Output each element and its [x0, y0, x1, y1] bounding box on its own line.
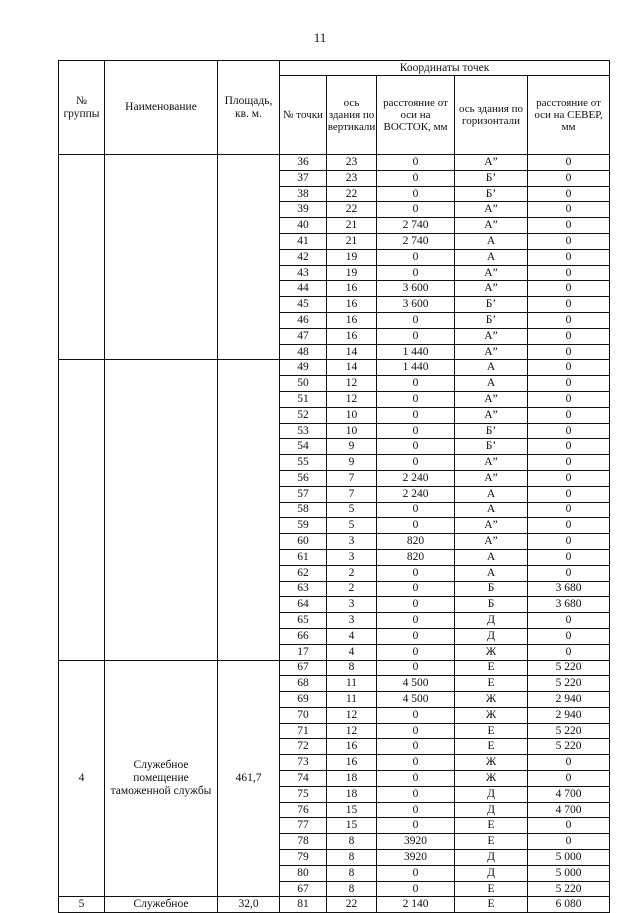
north-distance-cell: 0	[528, 455, 610, 471]
point-no-cell: 49	[280, 360, 327, 376]
east-distance-cell: 0	[377, 881, 455, 897]
group-number-cell: 4	[59, 660, 105, 897]
east-distance-cell: 0	[377, 644, 455, 660]
east-distance-cell: 0	[377, 439, 455, 455]
vertical-axis-cell: 21	[327, 233, 377, 249]
vertical-axis-cell: 16	[327, 755, 377, 771]
east-distance-cell: 0	[377, 786, 455, 802]
vertical-axis-cell: 7	[327, 486, 377, 502]
vertical-axis-cell: 22	[327, 202, 377, 218]
point-no-cell: 57	[280, 486, 327, 502]
horizontal-axis-cell: Е	[455, 660, 528, 676]
north-distance-cell: 0	[528, 423, 610, 439]
north-distance-cell: 0	[528, 502, 610, 518]
vertical-axis-cell: 23	[327, 155, 377, 171]
point-no-cell: 61	[280, 549, 327, 565]
horizontal-axis-cell: Д	[455, 613, 528, 629]
horizontal-axis-cell: А”	[455, 155, 528, 171]
horizontal-axis-cell: Д	[455, 628, 528, 644]
north-distance-cell: 0	[528, 628, 610, 644]
north-distance-cell: 5 000	[528, 850, 610, 866]
vertical-axis-cell: 11	[327, 692, 377, 708]
vertical-axis-cell: 9	[327, 439, 377, 455]
point-no-cell: 46	[280, 312, 327, 328]
north-distance-cell: 0	[528, 360, 610, 376]
header-horizontal-axis: ось здания по горизонтали	[455, 76, 528, 155]
east-distance-cell: 0	[377, 755, 455, 771]
east-distance-cell: 2 740	[377, 233, 455, 249]
east-distance-cell: 3 600	[377, 297, 455, 313]
vertical-axis-cell: 7	[327, 470, 377, 486]
east-distance-cell: 0	[377, 865, 455, 881]
point-no-cell: 74	[280, 771, 327, 787]
vertical-axis-cell: 15	[327, 818, 377, 834]
horizontal-axis-cell: А”	[455, 455, 528, 471]
east-distance-cell: 3 600	[377, 281, 455, 297]
north-distance-cell: 3 680	[528, 581, 610, 597]
point-no-cell: 59	[280, 518, 327, 534]
horizontal-axis-cell: А	[455, 233, 528, 249]
horizontal-axis-cell: А	[455, 360, 528, 376]
east-distance-cell: 0	[377, 723, 455, 739]
east-distance-cell: 0	[377, 802, 455, 818]
north-distance-cell: 0	[528, 312, 610, 328]
horizontal-axis-cell: Б’	[455, 186, 528, 202]
north-distance-cell: 0	[528, 249, 610, 265]
point-no-cell: 64	[280, 597, 327, 613]
header-vertical-axis: ось здания по вертикали	[327, 76, 377, 155]
horizontal-axis-cell: Д	[455, 786, 528, 802]
east-distance-cell: 820	[377, 534, 455, 550]
point-no-cell: 38	[280, 186, 327, 202]
north-distance-cell: 0	[528, 344, 610, 360]
point-no-cell: 77	[280, 818, 327, 834]
point-no-cell: 80	[280, 865, 327, 881]
point-no-cell: 79	[280, 850, 327, 866]
north-distance-cell: 0	[528, 186, 610, 202]
point-no-cell: 17	[280, 644, 327, 660]
point-no-cell: 37	[280, 170, 327, 186]
horizontal-axis-cell: Е	[455, 818, 528, 834]
east-distance-cell: 0	[377, 328, 455, 344]
vertical-axis-cell: 22	[327, 186, 377, 202]
vertical-axis-cell: 2	[327, 581, 377, 597]
header-east-distance: расстояние от оси на ВОСТОК, мм	[377, 76, 455, 155]
east-distance-cell: 1 440	[377, 360, 455, 376]
vertical-axis-cell: 14	[327, 344, 377, 360]
east-distance-cell: 3920	[377, 834, 455, 850]
east-distance-cell: 0	[377, 707, 455, 723]
header-point-no: № точки	[280, 76, 327, 155]
east-distance-cell: 1 440	[377, 344, 455, 360]
point-no-cell: 50	[280, 376, 327, 392]
point-no-cell: 39	[280, 202, 327, 218]
north-distance-cell: 0	[528, 818, 610, 834]
north-distance-cell: 5 220	[528, 739, 610, 755]
point-no-cell: 63	[280, 581, 327, 597]
horizontal-axis-cell: А”	[455, 218, 528, 234]
horizontal-axis-cell: Б’	[455, 312, 528, 328]
east-distance-cell: 0	[377, 613, 455, 629]
east-distance-cell: 0	[377, 660, 455, 676]
horizontal-axis-cell: А”	[455, 407, 528, 423]
horizontal-axis-cell: А”	[455, 534, 528, 550]
north-distance-cell: 0	[528, 376, 610, 392]
east-distance-cell: 0	[377, 170, 455, 186]
vertical-axis-cell: 10	[327, 407, 377, 423]
east-distance-cell: 2 140	[377, 897, 455, 913]
vertical-axis-cell: 18	[327, 771, 377, 787]
point-no-cell: 69	[280, 692, 327, 708]
north-distance-cell: 6 080	[528, 897, 610, 913]
header-area: Площадь, кв. м.	[218, 61, 280, 155]
north-distance-cell: 0	[528, 644, 610, 660]
vertical-axis-cell: 18	[327, 786, 377, 802]
point-no-cell: 51	[280, 391, 327, 407]
north-distance-cell: 0	[528, 265, 610, 281]
group-number-cell	[59, 155, 105, 360]
horizontal-axis-cell: Б’	[455, 170, 528, 186]
north-distance-cell: 0	[528, 202, 610, 218]
north-distance-cell: 0	[528, 565, 610, 581]
north-distance-cell: 0	[528, 771, 610, 787]
horizontal-axis-cell: А”	[455, 391, 528, 407]
vertical-axis-cell: 16	[327, 328, 377, 344]
point-no-cell: 75	[280, 786, 327, 802]
table-row	[59, 360, 610, 376]
point-no-cell: 81	[280, 897, 327, 913]
point-no-cell: 42	[280, 249, 327, 265]
point-no-cell: 40	[280, 218, 327, 234]
north-distance-cell: 0	[528, 486, 610, 502]
vertical-axis-cell: 23	[327, 170, 377, 186]
point-no-cell: 55	[280, 455, 327, 471]
horizontal-axis-cell: Е	[455, 881, 528, 897]
north-distance-cell: 0	[528, 281, 610, 297]
vertical-axis-cell: 3	[327, 597, 377, 613]
group-name-cell: Служебное помещение таможенной службы	[105, 660, 218, 897]
coordinates-table	[58, 60, 610, 913]
point-no-cell: 48	[280, 344, 327, 360]
point-no-cell: 60	[280, 534, 327, 550]
point-no-cell: 70	[280, 707, 327, 723]
north-distance-cell: 0	[528, 534, 610, 550]
horizontal-axis-cell: Ж	[455, 771, 528, 787]
point-no-cell: 67	[280, 881, 327, 897]
header-north-distance: расстояние от оси на СЕВЕР, мм	[528, 76, 610, 155]
header-name: Наименование	[105, 61, 218, 155]
vertical-axis-cell: 15	[327, 802, 377, 818]
north-distance-cell: 0	[528, 613, 610, 629]
horizontal-axis-cell: Б	[455, 581, 528, 597]
table-row	[59, 155, 610, 171]
point-no-cell: 54	[280, 439, 327, 455]
east-distance-cell: 0	[377, 249, 455, 265]
east-distance-cell: 0	[377, 423, 455, 439]
east-distance-cell: 0	[377, 391, 455, 407]
east-distance-cell: 0	[377, 202, 455, 218]
north-distance-cell: 4 700	[528, 786, 610, 802]
north-distance-cell: 5 220	[528, 881, 610, 897]
horizontal-axis-cell: Д	[455, 865, 528, 881]
horizontal-axis-cell: А	[455, 249, 528, 265]
east-distance-cell: 820	[377, 549, 455, 565]
north-distance-cell: 0	[528, 755, 610, 771]
vertical-axis-cell: 12	[327, 391, 377, 407]
horizontal-axis-cell: Е	[455, 897, 528, 913]
group-area-cell	[218, 360, 280, 660]
vertical-axis-cell: 16	[327, 739, 377, 755]
point-no-cell: 47	[280, 328, 327, 344]
vertical-axis-cell: 3	[327, 534, 377, 550]
group-number-cell	[59, 360, 105, 660]
east-distance-cell: 0	[377, 518, 455, 534]
east-distance-cell: 0	[377, 581, 455, 597]
point-no-cell: 67	[280, 660, 327, 676]
east-distance-cell: 0	[377, 455, 455, 471]
east-distance-cell: 3920	[377, 850, 455, 866]
vertical-axis-cell: 11	[327, 676, 377, 692]
north-distance-cell: 2 940	[528, 707, 610, 723]
horizontal-axis-cell: Б’	[455, 423, 528, 439]
vertical-axis-cell: 5	[327, 502, 377, 518]
group-name-cell: Служебное	[105, 897, 218, 913]
point-no-cell: 52	[280, 407, 327, 423]
north-distance-cell: 0	[528, 549, 610, 565]
east-distance-cell: 0	[377, 155, 455, 171]
horizontal-axis-cell: Д	[455, 850, 528, 866]
north-distance-cell: 2 940	[528, 692, 610, 708]
group-number-cell: 5	[59, 897, 105, 913]
north-distance-cell: 0	[528, 470, 610, 486]
vertical-axis-cell: 22	[327, 897, 377, 913]
horizontal-axis-cell: А	[455, 486, 528, 502]
vertical-axis-cell: 9	[327, 455, 377, 471]
group-name-cell	[105, 155, 218, 360]
header-coordinates: Координаты точек	[280, 61, 610, 76]
table-body	[59, 155, 610, 913]
vertical-axis-cell: 2	[327, 565, 377, 581]
east-distance-cell: 0	[377, 376, 455, 392]
horizontal-axis-cell: Ж	[455, 692, 528, 708]
horizontal-axis-cell: А	[455, 376, 528, 392]
point-no-cell: 41	[280, 233, 327, 249]
north-distance-cell: 0	[528, 407, 610, 423]
vertical-axis-cell: 4	[327, 628, 377, 644]
point-no-cell: 73	[280, 755, 327, 771]
north-distance-cell: 0	[528, 218, 610, 234]
group-area-cell: 461,7	[218, 660, 280, 897]
vertical-axis-cell: 8	[327, 660, 377, 676]
north-distance-cell: 0	[528, 328, 610, 344]
point-no-cell: 58	[280, 502, 327, 518]
horizontal-axis-cell: Е	[455, 739, 528, 755]
horizontal-axis-cell: А”	[455, 202, 528, 218]
east-distance-cell: 0	[377, 312, 455, 328]
point-no-cell: 78	[280, 834, 327, 850]
east-distance-cell: 0	[377, 628, 455, 644]
vertical-axis-cell: 3	[327, 549, 377, 565]
horizontal-axis-cell: Б	[455, 597, 528, 613]
point-no-cell: 68	[280, 676, 327, 692]
vertical-axis-cell: 12	[327, 723, 377, 739]
north-distance-cell: 4 700	[528, 802, 610, 818]
point-no-cell: 72	[280, 739, 327, 755]
vertical-axis-cell: 5	[327, 518, 377, 534]
page-number: 11	[313, 30, 327, 45]
north-distance-cell: 0	[528, 518, 610, 534]
horizontal-axis-cell: А”	[455, 344, 528, 360]
vertical-axis-cell: 21	[327, 218, 377, 234]
point-no-cell: 71	[280, 723, 327, 739]
horizontal-axis-cell: А”	[455, 470, 528, 486]
horizontal-axis-cell: А”	[455, 281, 528, 297]
vertical-axis-cell: 16	[327, 281, 377, 297]
point-no-cell: 45	[280, 297, 327, 313]
point-no-cell: 36	[280, 155, 327, 171]
horizontal-axis-cell: Ж	[455, 644, 528, 660]
east-distance-cell: 0	[377, 739, 455, 755]
horizontal-axis-cell: Б’	[455, 439, 528, 455]
point-no-cell: 62	[280, 565, 327, 581]
horizontal-axis-cell: Е	[455, 676, 528, 692]
north-distance-cell: 3 680	[528, 597, 610, 613]
east-distance-cell: 2 740	[377, 218, 455, 234]
east-distance-cell: 0	[377, 502, 455, 518]
north-distance-cell: 5 220	[528, 660, 610, 676]
vertical-axis-cell: 19	[327, 265, 377, 281]
vertical-axis-cell: 12	[327, 376, 377, 392]
vertical-axis-cell: 3	[327, 613, 377, 629]
north-distance-cell: 0	[528, 834, 610, 850]
vertical-axis-cell: 14	[327, 360, 377, 376]
vertical-axis-cell: 16	[327, 312, 377, 328]
horizontal-axis-cell: Е	[455, 834, 528, 850]
horizontal-axis-cell: Е	[455, 723, 528, 739]
horizontal-axis-cell: А	[455, 565, 528, 581]
group-area-cell: 32,0	[218, 897, 280, 913]
group-name-cell	[105, 360, 218, 660]
vertical-axis-cell: 8	[327, 834, 377, 850]
point-no-cell: 65	[280, 613, 327, 629]
north-distance-cell: 0	[528, 233, 610, 249]
horizontal-axis-cell: Б’	[455, 297, 528, 313]
vertical-axis-cell: 8	[327, 850, 377, 866]
vertical-axis-cell: 8	[327, 865, 377, 881]
vertical-axis-cell: 10	[327, 423, 377, 439]
horizontal-axis-cell: А	[455, 549, 528, 565]
vertical-axis-cell: 12	[327, 707, 377, 723]
vertical-axis-cell: 4	[327, 644, 377, 660]
horizontal-axis-cell: Ж	[455, 707, 528, 723]
header-group-no: № группы	[59, 61, 105, 155]
east-distance-cell: 0	[377, 597, 455, 613]
horizontal-axis-cell: А	[455, 502, 528, 518]
east-distance-cell: 0	[377, 565, 455, 581]
group-area-cell	[218, 155, 280, 360]
east-distance-cell: 2 240	[377, 486, 455, 502]
horizontal-axis-cell: А”	[455, 265, 528, 281]
north-distance-cell: 0	[528, 155, 610, 171]
east-distance-cell: 0	[377, 265, 455, 281]
east-distance-cell: 0	[377, 407, 455, 423]
point-no-cell: 76	[280, 802, 327, 818]
north-distance-cell: 0	[528, 439, 610, 455]
horizontal-axis-cell: А”	[455, 328, 528, 344]
horizontal-axis-cell: Д	[455, 802, 528, 818]
point-no-cell: 43	[280, 265, 327, 281]
north-distance-cell: 0	[528, 297, 610, 313]
east-distance-cell: 0	[377, 186, 455, 202]
north-distance-cell: 5 000	[528, 865, 610, 881]
table-row	[59, 660, 610, 676]
north-distance-cell: 5 220	[528, 676, 610, 692]
horizontal-axis-cell: Ж	[455, 755, 528, 771]
vertical-axis-cell: 16	[327, 297, 377, 313]
east-distance-cell: 4 500	[377, 692, 455, 708]
point-no-cell: 56	[280, 470, 327, 486]
point-no-cell: 44	[280, 281, 327, 297]
horizontal-axis-cell: А”	[455, 518, 528, 534]
point-no-cell: 66	[280, 628, 327, 644]
vertical-axis-cell: 19	[327, 249, 377, 265]
east-distance-cell: 2 240	[377, 470, 455, 486]
east-distance-cell: 4 500	[377, 676, 455, 692]
north-distance-cell: 0	[528, 391, 610, 407]
vertical-axis-cell: 8	[327, 881, 377, 897]
point-no-cell: 53	[280, 423, 327, 439]
north-distance-cell: 5 220	[528, 723, 610, 739]
east-distance-cell: 0	[377, 771, 455, 787]
east-distance-cell: 0	[377, 818, 455, 834]
north-distance-cell: 0	[528, 170, 610, 186]
